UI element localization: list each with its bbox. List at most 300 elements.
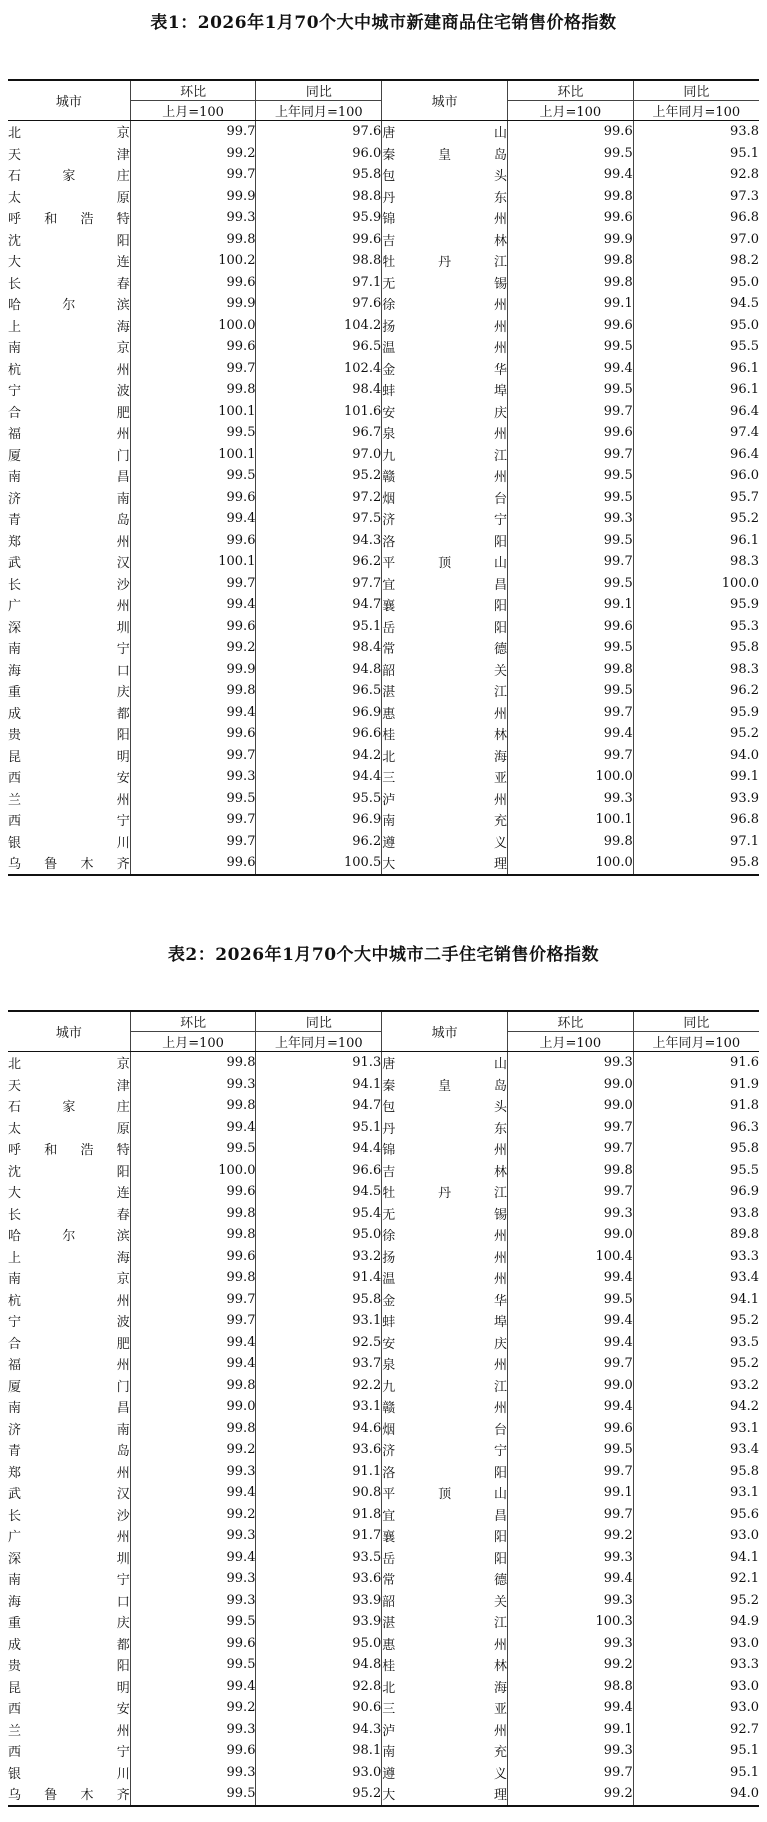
table-row (8, 551, 759, 573)
mom-index-cell: 99.4 (507, 164, 633, 186)
mom-index-cell: 99.3 (130, 1762, 256, 1784)
mom-index-cell: 100.0 (130, 1160, 256, 1182)
yoy-index-cell: 93.1 (256, 1396, 382, 1418)
yoy-index-cell: 95.8 (730, 1141, 759, 1157)
yoy-index-cell: 93.4 (730, 1442, 759, 1458)
city-name-cell (382, 702, 508, 724)
mom-index-cell: 99.7 (130, 831, 256, 853)
table-row (8, 229, 759, 251)
yoy-index-cell: 97.7 (256, 573, 382, 595)
yoy-index-cell: 98.2 (730, 253, 759, 269)
city-name: 锦州 (382, 212, 507, 228)
table-row (8, 164, 759, 186)
yoy-index-cell: 94.1 (256, 1074, 382, 1096)
mom-index-cell: 99.4 (507, 1396, 633, 1418)
city-name: 郑州 (8, 534, 130, 550)
city-name-cell (382, 358, 508, 380)
city-name-cell (382, 809, 508, 831)
yoy-index-cell: 96.9 (730, 1184, 759, 1200)
city-name-cell (382, 1633, 508, 1655)
table1-mom-header-left: 环比 (130, 80, 256, 101)
city-name: 哈尔滨 (8, 298, 130, 314)
yoy-index-cell: 93.9 (730, 790, 759, 806)
city-name-cell (8, 1117, 130, 1139)
city-name-cell (382, 379, 508, 401)
yoy-index-cell: 91.9 (730, 1076, 759, 1092)
mom-index-cell: 99.5 (130, 788, 256, 810)
city-name: 海口 (8, 1594, 130, 1610)
city-name: 九江 (382, 448, 507, 464)
city-name: 洛阳 (382, 534, 507, 550)
city-name-cell (8, 1310, 130, 1332)
yoy-index-cell: 97.3 (730, 188, 759, 204)
city-name: 北海 (382, 1680, 507, 1696)
yoy-index-cell: 96.3 (730, 1119, 759, 1135)
yoy-index-cell: 91.1 (256, 1461, 382, 1483)
city-name-cell (8, 551, 130, 573)
mom-index-cell: 99.2 (130, 1697, 256, 1719)
table1-mom-header-right: 环比 (507, 80, 633, 101)
city-name-cell (382, 1697, 508, 1719)
yoy-index-cell: 93.3 (730, 1248, 759, 1264)
yoy-index-cell: 98.4 (256, 637, 382, 659)
mom-index-cell: 99.3 (130, 766, 256, 788)
mom-index-cell: 100.0 (507, 766, 633, 788)
mom-index-cell: 99.6 (130, 272, 256, 294)
city-name-cell (382, 1719, 508, 1741)
city-name: 平顶山 (382, 556, 507, 572)
city-name-cell (382, 1052, 508, 1074)
city-name: 蚌埠 (382, 384, 507, 400)
city-name-cell (8, 809, 130, 831)
mom-index-cell: 99.3 (507, 1203, 633, 1225)
yoy-index-cell: 93.0 (730, 1528, 759, 1544)
table-row (8, 444, 759, 466)
city-name-cell (382, 1783, 508, 1806)
city-name: 石家庄 (8, 169, 130, 185)
city-name: 温州 (382, 341, 507, 357)
yoy-index-cell: 93.3 (730, 1657, 759, 1673)
city-name: 三亚 (382, 1702, 507, 1718)
city-name: 遵义 (382, 835, 507, 851)
city-name: 岳阳 (382, 1551, 507, 1567)
table-row (8, 1246, 759, 1268)
table1-yoy-header-right: 同比 (633, 80, 759, 101)
yoy-index-cell: 93.6 (256, 1439, 382, 1461)
city-name: 银川 (8, 1766, 130, 1782)
city-name-cell (382, 1095, 508, 1117)
table-row (8, 1267, 759, 1289)
table-row (8, 272, 759, 294)
yoy-index-cell: 94.9 (730, 1614, 759, 1630)
yoy-index-cell: 95.6 (730, 1506, 759, 1522)
mom-index-cell: 99.6 (130, 852, 256, 875)
yoy-index-cell: 91.4 (256, 1267, 382, 1289)
city-name-cell (8, 1547, 130, 1569)
city-name-cell (8, 831, 130, 853)
table2-body (8, 1052, 759, 1806)
mom-index-cell: 99.5 (507, 530, 633, 552)
yoy-index-cell: 93.0 (730, 1700, 759, 1716)
yoy-index-cell: 91.8 (730, 1098, 759, 1114)
table-row (8, 1074, 759, 1096)
table2-title: 表2：2026年1月70个大中城市二手住宅销售价格指数 (167, 945, 600, 965)
city-name-cell (8, 723, 130, 745)
city-name-cell (8, 272, 130, 294)
table-row (8, 573, 759, 595)
mom-index-cell: 99.7 (507, 1181, 633, 1203)
city-name: 哈尔滨 (8, 1229, 130, 1245)
yoy-index-cell: 93.2 (256, 1246, 382, 1268)
city-name-cell (8, 250, 130, 272)
mom-index-cell: 99.0 (507, 1375, 633, 1397)
city-name: 长沙 (8, 1508, 130, 1524)
mom-index-cell: 99.5 (507, 637, 633, 659)
city-name-cell (8, 336, 130, 358)
table-row (8, 1461, 759, 1483)
table-row (8, 1762, 759, 1784)
table-row (8, 422, 759, 444)
city-name-cell (382, 272, 508, 294)
mom-index-cell: 99.6 (507, 207, 633, 229)
city-name-cell (8, 616, 130, 638)
mom-index-cell: 99.5 (507, 1289, 633, 1311)
mom-index-cell: 99.0 (507, 1224, 633, 1246)
yoy-index-cell: 97.1 (730, 833, 759, 849)
table1-yoy-base-right: 上年同月=100 (633, 101, 759, 121)
mom-index-cell: 99.4 (130, 1353, 256, 1375)
city-name: 上海 (8, 1250, 130, 1266)
city-name: 桂林 (382, 1659, 507, 1675)
city-name-cell (382, 530, 508, 552)
yoy-index-cell: 96.5 (256, 680, 382, 702)
mom-index-cell: 99.6 (130, 616, 256, 638)
city-name-cell (382, 680, 508, 702)
yoy-index-cell: 95.2 (730, 1592, 759, 1608)
yoy-index-cell: 93.0 (730, 1635, 759, 1651)
yoy-index-cell: 95.8 (256, 164, 382, 186)
city-name-cell (8, 508, 130, 530)
table1-new-homes (8, 79, 759, 876)
city-name-cell (8, 1074, 130, 1096)
mom-index-cell: 100.0 (507, 852, 633, 875)
city-name-cell (8, 1654, 130, 1676)
table-row (8, 1676, 759, 1698)
table-row (8, 379, 759, 401)
yoy-index-cell: 94.2 (256, 745, 382, 767)
yoy-index-cell: 98.3 (730, 554, 759, 570)
table-row (8, 530, 759, 552)
city-name-cell (8, 1095, 130, 1117)
city-name-cell (8, 379, 130, 401)
yoy-index-cell: 89.8 (730, 1227, 759, 1243)
city-name-cell (382, 1504, 508, 1526)
yoy-index-cell: 94.6 (256, 1418, 382, 1440)
city-name-cell (8, 1396, 130, 1418)
mom-index-cell: 99.6 (507, 422, 633, 444)
city-name: 南昌 (8, 470, 130, 486)
yoy-index-cell: 94.5 (256, 1181, 382, 1203)
mom-index-cell: 99.8 (130, 680, 256, 702)
city-name: 深圳 (8, 1551, 130, 1567)
table-row (8, 508, 759, 530)
mom-index-cell: 99.3 (130, 1590, 256, 1612)
mom-index-cell: 99.6 (507, 315, 633, 337)
city-name-cell (382, 164, 508, 186)
table-row (8, 1568, 759, 1590)
city-name-cell (8, 164, 130, 186)
city-name: 太原 (8, 190, 130, 206)
mom-index-cell: 99.7 (507, 551, 633, 573)
yoy-index-cell: 97.0 (730, 231, 759, 247)
yoy-index-cell: 95.1 (730, 1764, 759, 1780)
mom-index-cell: 99.5 (130, 465, 256, 487)
yoy-index-cell: 95.5 (256, 788, 382, 810)
city-name: 岳阳 (382, 620, 507, 636)
mom-index-cell: 99.5 (507, 1439, 633, 1461)
mom-index-cell: 99.3 (507, 788, 633, 810)
mom-index-cell: 99.5 (507, 336, 633, 358)
yoy-index-cell: 97.6 (256, 293, 382, 315)
mom-index-cell: 99.7 (507, 702, 633, 724)
table-row (8, 1353, 759, 1375)
mom-index-cell: 99.1 (507, 1482, 633, 1504)
table-row (8, 1332, 759, 1354)
mom-index-cell: 99.6 (130, 487, 256, 509)
yoy-index-cell: 94.0 (633, 1783, 759, 1806)
yoy-index-cell: 93.9 (256, 1590, 382, 1612)
mom-index-cell: 99.4 (130, 508, 256, 530)
city-name-cell (382, 551, 508, 573)
yoy-index-cell: 95.9 (730, 597, 759, 613)
mom-index-cell: 99.6 (130, 530, 256, 552)
city-name: 成都 (8, 706, 130, 722)
city-name: 泸州 (382, 1723, 507, 1739)
mom-index-cell: 99.0 (130, 1396, 256, 1418)
yoy-index-cell: 98.8 (256, 250, 382, 272)
city-name: 安庆 (382, 1336, 507, 1352)
city-name: 天津 (8, 1078, 130, 1094)
city-name: 昆明 (8, 749, 130, 765)
mom-index-cell: 99.2 (130, 637, 256, 659)
table2-resale-homes (8, 1010, 759, 1807)
mom-index-cell: 99.9 (130, 186, 256, 208)
city-name: 青岛 (8, 1444, 130, 1460)
mom-index-cell: 99.8 (507, 186, 633, 208)
table-row (8, 186, 759, 208)
mom-index-cell: 99.7 (507, 1353, 633, 1375)
city-name-cell (382, 1611, 508, 1633)
yoy-index-cell: 98.3 (730, 661, 759, 677)
city-name-cell (382, 508, 508, 530)
table-row (8, 1740, 759, 1762)
mom-index-cell: 99.4 (130, 1482, 256, 1504)
yoy-index-cell: 95.1 (730, 1743, 759, 1759)
city-name: 无锡 (382, 276, 507, 292)
city-name: 乌鲁木齐 (8, 857, 130, 873)
city-name-cell (8, 229, 130, 251)
city-name-cell (382, 444, 508, 466)
yoy-index-cell: 93.8 (730, 1205, 759, 1221)
mom-index-cell: 99.2 (130, 143, 256, 165)
mom-index-cell: 99.4 (130, 1332, 256, 1354)
mom-index-cell: 99.7 (130, 573, 256, 595)
table-row (8, 250, 759, 272)
mom-index-cell: 99.4 (507, 1697, 633, 1719)
city-name: 惠州 (382, 706, 507, 722)
table-row (8, 1224, 759, 1246)
city-name: 南宁 (8, 1573, 130, 1589)
yoy-index-cell: 95.8 (633, 852, 759, 875)
city-name-cell (382, 745, 508, 767)
yoy-index-cell: 104.2 (256, 315, 382, 337)
city-name: 惠州 (382, 1637, 507, 1653)
city-name-cell (8, 1482, 130, 1504)
city-name-cell (382, 1224, 508, 1246)
mom-index-cell: 99.9 (130, 659, 256, 681)
city-name-cell (382, 1203, 508, 1225)
yoy-index-cell: 94.7 (256, 1095, 382, 1117)
city-name: 福州 (8, 1358, 130, 1374)
table-row (8, 1310, 759, 1332)
city-name-cell (8, 1224, 130, 1246)
city-name-cell (382, 121, 508, 143)
table-row (8, 465, 759, 487)
city-name-cell (8, 1568, 130, 1590)
city-name: 合肥 (8, 405, 130, 421)
yoy-index-cell: 98.8 (256, 186, 382, 208)
city-name-cell (382, 1654, 508, 1676)
city-name-cell (8, 852, 130, 875)
yoy-index-cell: 94.0 (730, 747, 759, 763)
mom-index-cell: 99.4 (130, 702, 256, 724)
city-name: 太原 (8, 1121, 130, 1137)
yoy-index-cell: 95.2 (730, 511, 759, 527)
mom-index-cell: 99.3 (130, 1568, 256, 1590)
city-name-cell (8, 530, 130, 552)
yoy-index-cell: 93.1 (256, 1310, 382, 1332)
city-name-cell (8, 315, 130, 337)
mom-index-cell: 99.3 (130, 1525, 256, 1547)
city-name-cell (382, 723, 508, 745)
city-name-cell (8, 594, 130, 616)
yoy-index-cell: 96.5 (256, 336, 382, 358)
city-name-cell (382, 487, 508, 509)
city-name: 包头 (382, 1100, 507, 1116)
city-name-cell (8, 1289, 130, 1311)
mom-index-cell: 99.5 (507, 680, 633, 702)
yoy-index-cell: 90.8 (256, 1482, 382, 1504)
city-name: 西安 (8, 1702, 130, 1718)
mom-index-cell: 99.3 (507, 1547, 633, 1569)
city-name: 郑州 (8, 1465, 130, 1481)
mom-index-cell: 99.7 (130, 1289, 256, 1311)
city-name-cell (8, 1719, 130, 1741)
city-name: 杭州 (8, 362, 130, 378)
city-name-cell (382, 422, 508, 444)
mom-index-cell: 99.5 (507, 487, 633, 509)
mom-index-cell: 99.2 (507, 1783, 633, 1806)
city-name-cell (382, 1525, 508, 1547)
mom-index-cell: 99.8 (507, 1160, 633, 1182)
city-name-cell (8, 1762, 130, 1784)
city-name: 南宁 (8, 642, 130, 658)
city-name-cell (8, 465, 130, 487)
mom-index-cell: 99.5 (507, 143, 633, 165)
yoy-index-cell: 93.4 (730, 1270, 759, 1286)
city-name: 济宁 (382, 1444, 507, 1460)
city-name: 宜昌 (382, 1508, 507, 1524)
mom-index-cell: 99.4 (507, 1332, 633, 1354)
city-name-cell (8, 401, 130, 423)
table1-yoy-header-left: 同比 (256, 80, 382, 101)
city-name: 南充 (382, 814, 507, 830)
city-name-cell (382, 1439, 508, 1461)
city-name-cell (382, 594, 508, 616)
mom-index-cell: 99.1 (507, 594, 633, 616)
city-name-cell (382, 465, 508, 487)
yoy-index-cell: 98.1 (256, 1740, 382, 1762)
city-name: 三亚 (382, 771, 507, 787)
city-name-cell (382, 1547, 508, 1569)
yoy-index-cell: 94.7 (256, 594, 382, 616)
mom-index-cell: 99.1 (507, 1719, 633, 1741)
mom-index-cell: 99.5 (130, 1138, 256, 1160)
table-row (8, 1052, 759, 1074)
mom-index-cell: 99.4 (507, 1267, 633, 1289)
city-name-cell (8, 1504, 130, 1526)
city-name-cell (382, 1375, 508, 1397)
yoy-index-cell: 96.8 (730, 210, 759, 226)
table2-mom-base-right: 上月=100 (507, 1032, 633, 1052)
city-name-cell (8, 1633, 130, 1655)
city-name: 上海 (8, 319, 130, 335)
table2-yoy-header-right: 同比 (633, 1011, 759, 1032)
table2-city-header-right: 城市 (382, 1011, 508, 1052)
mom-index-cell: 99.3 (507, 1590, 633, 1612)
table-row (8, 1138, 759, 1160)
yoy-index-cell: 95.0 (256, 1224, 382, 1246)
mom-index-cell: 99.2 (130, 1504, 256, 1526)
yoy-index-cell: 97.5 (256, 508, 382, 530)
yoy-index-cell: 92.8 (730, 167, 759, 183)
mom-index-cell: 99.7 (130, 745, 256, 767)
table-row (8, 637, 759, 659)
city-name: 北京 (8, 1057, 130, 1073)
table-row (8, 1482, 759, 1504)
mom-index-cell: 99.8 (507, 659, 633, 681)
table-row (8, 680, 759, 702)
table-row (8, 831, 759, 853)
city-name: 襄阳 (382, 599, 507, 615)
table-row (8, 1117, 759, 1139)
table-row (8, 1418, 759, 1440)
yoy-index-cell: 91.6 (730, 1055, 759, 1071)
city-name-cell (382, 1117, 508, 1139)
yoy-index-cell: 95.4 (256, 1203, 382, 1225)
mom-index-cell: 99.7 (507, 1138, 633, 1160)
yoy-index-cell: 97.4 (730, 425, 759, 441)
mom-index-cell: 99.8 (130, 1203, 256, 1225)
yoy-index-cell: 96.4 (730, 446, 759, 462)
mom-index-cell: 99.4 (130, 1676, 256, 1698)
city-name: 温州 (382, 1272, 507, 1288)
city-name: 大理 (382, 857, 507, 873)
city-name: 贵阳 (8, 1659, 130, 1675)
city-name: 石家庄 (8, 1100, 130, 1116)
city-name-cell (8, 1052, 130, 1074)
yoy-index-cell: 94.1 (730, 1291, 759, 1307)
